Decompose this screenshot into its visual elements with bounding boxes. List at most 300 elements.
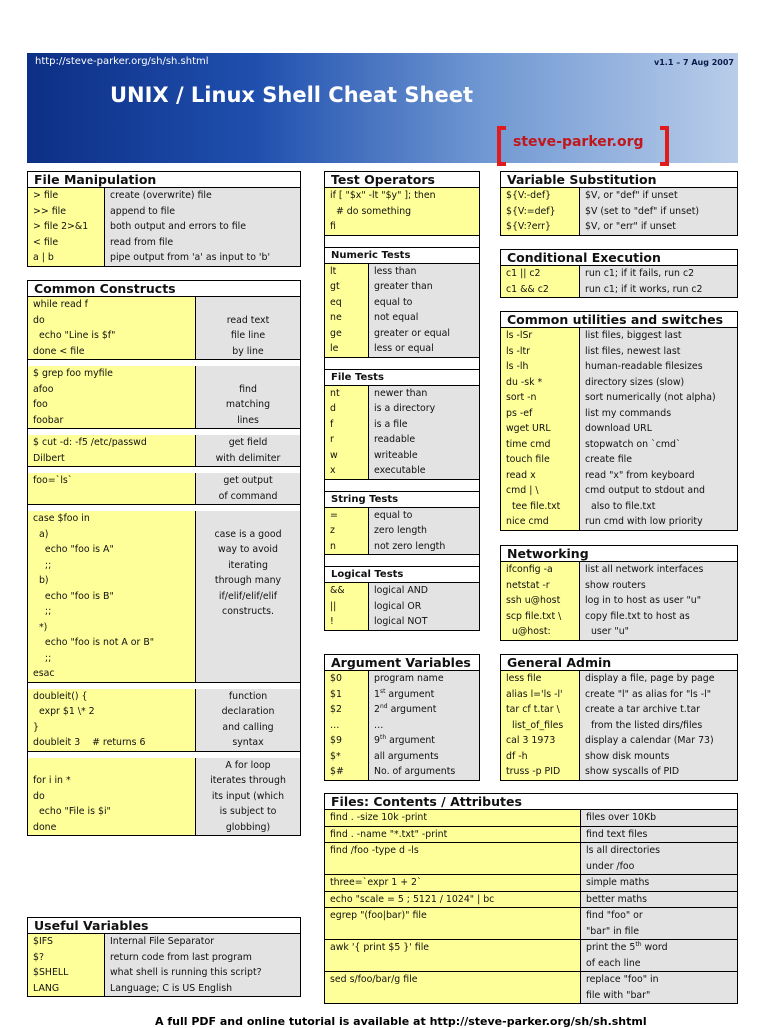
description-text: file line [230,330,266,341]
description-column [369,264,479,357]
command-column [28,366,196,428]
description-text: ls all directories [586,845,661,856]
command-text: awk '{ print $5 }' file [330,942,430,953]
description-column [580,188,737,235]
command-text: || [330,600,337,612]
table-group [27,473,301,505]
table-group [324,972,738,1004]
description-text: copy file.txt to host as [585,610,690,622]
command-column [501,671,580,780]
command-column [28,934,105,996]
command-text: u@host: [506,626,551,637]
command-text: find /foo -type d -ls [330,845,419,856]
description-text: lines [237,414,259,426]
command-text: for i in * [33,775,71,786]
command-text: x [330,465,336,476]
description-text: equal to [374,296,413,308]
command-column [325,188,479,235]
command-column [325,875,581,891]
table-group [324,671,480,781]
command-text: < file [33,236,59,248]
description-text: 1st argument [374,687,435,700]
description-column [580,328,737,530]
table-group [324,386,480,480]
command-text: find . -size 10k -print [330,812,428,823]
description-column [105,188,300,266]
section-file-manipulation [27,171,301,267]
command-text: > file 2>&1 [33,221,89,232]
description-text: find text files [586,828,648,840]
description-text: $V (set to "def" if unset) [585,205,700,217]
description-text: greater or equal [374,327,450,339]
description-text: is a file [374,418,408,430]
subsection-heading: File Tests [324,370,480,386]
description-text: pipe output from 'a' as input to 'b' [110,252,271,263]
command-text: } [33,721,39,733]
section-heading: Variable Substitution [500,171,738,188]
section-heading: General Admin [500,654,738,671]
command-text: ${V:=def} [506,205,556,217]
description-column [581,843,737,874]
command-column [325,386,369,479]
command-text: ssh u@host [506,595,561,606]
description-text: run c1; if it fails, run c2 [585,268,695,279]
section-heading: Files: Contents / Attributes [324,793,738,810]
description-text: simple maths [586,877,650,888]
description-text: globbing) [225,821,271,833]
command-text: … [330,719,340,731]
description-text: read from file [110,236,174,248]
command-text: Dilbert [33,452,65,464]
bracket-left-icon [497,126,506,166]
description-text: Language; C is US English [110,982,233,994]
description-column [196,473,300,504]
command-text: foo=`ls` [33,475,73,486]
command-text: ge [330,327,342,339]
description-text: not zero length [374,540,446,552]
command-text: ! [330,616,334,627]
section-heading: Useful Variables [27,917,301,934]
table-group [500,328,738,531]
command-text: ifconfig -a [506,564,553,575]
description-text: display a file, page by page [585,673,715,684]
table-group [324,188,480,236]
command-text: du -sk * [506,376,543,388]
command-text: while read f [33,299,88,310]
description-text [196,620,300,636]
table-group [324,908,738,940]
description-text: case is a good [214,528,282,540]
description-text: function [228,690,268,702]
description-column [581,892,737,908]
command-text: nice cmd [506,516,549,527]
command-text: echo "foo is B" [33,590,114,602]
description-column [196,511,300,682]
command-text: esac [33,668,55,679]
command-text: n [330,540,336,552]
command-text: netstat -r [506,579,550,591]
description-text: A for loop [225,759,271,771]
description-text: files over 10Kb [586,812,657,823]
command-column [325,671,369,780]
description-text: executable [374,465,426,476]
command-text: echo "scale = 5 ; 5121 / 1024" | bc [330,893,495,905]
description-text [196,366,300,382]
command-text: a) [33,528,49,540]
description-text: No. of arguments [374,766,456,777]
description-text: read text [226,314,270,326]
command-text: fi [330,221,336,232]
command-text: b) [33,575,49,586]
command-text: LANG [33,982,60,994]
section-heading: Argument Variables [324,654,480,671]
section-useful-variables [27,917,301,997]
description-text: return code from last program [110,951,252,963]
command-text: df -h [506,750,528,762]
command-text: done [33,821,57,833]
description-text: constructs. [222,606,274,617]
command-text: cmd | \ [506,485,539,496]
description-text: by line [232,345,264,357]
description-text: less or equal [374,343,434,354]
description-column [196,435,300,466]
command-text: find . -name "*.txt" -print [330,828,448,840]
command-text: read x [506,469,536,481]
description-text: download URL [585,423,652,434]
description-text: list files, newest last [585,345,681,357]
section-test-operators [324,171,480,631]
description-text: its input (which [211,790,285,802]
command-text: ;; [33,606,52,617]
description-text [196,635,300,651]
description-text: under /foo [586,860,635,872]
description-text: 2nd argument [374,702,437,715]
command-text: c1 && c2 [506,283,549,295]
subsection-heading: String Tests [324,492,480,508]
table-group [324,940,738,972]
description-text: is a directory [374,403,436,414]
command-text: three=`expr 1 + 2` [330,877,422,888]
section-heading: File Manipulation [27,171,301,188]
description-column [369,583,479,630]
command-text: c1 || c2 [506,268,541,279]
description-column [581,940,737,971]
table-group [500,562,738,641]
description-text: get field [228,437,268,448]
description-text: list my commands [585,407,672,419]
header-banner [27,53,738,163]
description-text: run c1; if it works, run c2 [585,283,703,295]
command-text: $# [330,766,344,777]
spacer-row [324,358,480,370]
description-text: program name [374,673,444,684]
command-column [325,940,581,971]
command-text: sort -n [506,392,537,403]
command-column [325,892,581,908]
description-column [196,758,300,836]
command-text: $IFS [33,936,53,947]
command-text: do [33,314,45,326]
description-text: sort numerically (not alpha) [585,392,716,403]
command-column [28,297,196,359]
description-text: stopwatch on `cmd` [585,438,681,450]
command-text: touch file [506,454,550,465]
command-column [325,843,581,874]
description-text: syntax [232,737,264,748]
section-general-admin [500,654,738,781]
bracket-right-icon [660,126,669,166]
description-text: less than [374,265,417,277]
description-text: writeable [374,449,418,461]
command-text: = [330,509,338,521]
command-text: $9 [330,735,342,746]
command-text: r [330,434,334,445]
command-text: sed s/foo/bar/g file [330,974,418,985]
command-text: ls -ltr [506,345,530,357]
description-text: append to file [110,205,175,217]
description-text: create (overwrite) file [110,190,212,201]
command-text: doubleit 3 # returns 6 [33,737,146,748]
spacer-row [324,236,480,248]
command-text: w [330,449,338,461]
description-text: zero length [374,525,427,536]
description-text: show routers [585,579,646,591]
description-text: directory sizes (slow) [585,376,685,388]
table-group [27,511,301,683]
command-text: foobar [33,414,64,426]
command-text: ls -lh [506,361,529,372]
description-text: 9th argument [374,733,435,746]
table-group [27,297,301,360]
section-heading: Networking [500,545,738,562]
description-column [581,908,737,939]
section-networking [500,545,738,641]
section-common-constructs [27,280,301,836]
command-text: cal 3 1973 [506,735,556,746]
description-text: if/elif/elif/elif [218,590,278,602]
description-column [580,562,737,640]
table-group [27,934,301,997]
description-column [580,671,737,780]
command-column [325,508,369,555]
description-text: with delimiter [215,452,281,464]
description-column [369,508,479,555]
table-group [324,508,480,556]
command-text: doubleit() { [33,690,88,702]
command-text: ps -ef [506,407,533,419]
table-group [324,264,480,358]
header-url[interactable]: http://steve-parker.org/sh/sh.shtml [35,56,209,67]
command-column [28,473,196,504]
brand-text: steve-parker.org [513,134,644,150]
description-column [369,671,479,780]
section-argument-variables [324,654,480,781]
section-common-utilities [500,311,738,531]
command-text: tee file.txt [506,500,561,512]
description-text: read "x" from keyboard [585,469,695,481]
command-text: $* [330,750,341,762]
description-text: newer than [374,387,428,399]
command-column [325,810,581,826]
description-text: is subject to [219,806,277,817]
command-text [28,489,195,505]
description-column [581,875,737,891]
command-text: > file [33,190,59,201]
command-text: ;; [33,652,52,664]
section-conditional-execution [500,249,738,298]
command-text: do [33,790,45,802]
table-group [324,583,480,631]
command-text: afoo [33,383,54,395]
description-text: matching [225,399,271,410]
command-column [501,188,580,235]
description-column [196,366,300,428]
description-text: create "l" as alias for "ls -l" [585,688,712,700]
description-text: cmd output to stdout and [585,485,705,496]
command-text: && [330,585,345,596]
description-column [581,972,737,1003]
description-text: logical OR [374,600,422,612]
description-text [196,666,300,682]
command-text: $? [33,951,44,963]
command-text [325,988,580,1004]
subsection-heading: Logical Tests [324,567,480,583]
description-text: equal to [374,509,413,521]
command-text: $0 [330,673,342,684]
command-column [501,266,580,297]
description-text: print the 5th word [586,940,668,953]
command-text: less file [506,673,542,684]
command-text: $2 [330,704,342,715]
description-column [369,386,479,479]
command-text: ls -lSr [506,330,533,341]
command-text: f [330,418,334,430]
description-text: not equal [374,312,419,323]
description-text: logical NOT [374,616,428,627]
description-text: iterates through [210,775,286,786]
table-group [500,188,738,236]
description-column [105,934,300,996]
command-text: $SHELL [33,967,69,978]
table-group [500,671,738,781]
command-text: lt [330,265,337,277]
command-text [28,758,195,774]
command-column [28,511,196,682]
command-text: $1 [330,688,342,700]
command-text: le [330,343,339,354]
description-text [196,651,300,667]
description-text [196,297,300,313]
command-column [501,328,580,530]
description-column [196,297,300,359]
command-column [325,908,581,939]
spacer-row [324,555,480,567]
description-text: way to avoid [218,544,278,555]
footer-note: A full PDF and online tutorial is available at http://steve-parker.org/sh/sh.shtml [155,1015,647,1028]
command-text [325,956,580,972]
section-variable-substitution [500,171,738,236]
section-heading: Common Constructs [27,280,301,297]
description-column [581,810,737,826]
description-text: replace "foo" in [586,974,659,985]
subsection-heading: Numeric Tests [324,248,480,264]
description-text: find [239,383,257,395]
command-text: truss -p PID [506,766,561,777]
command-column [28,689,196,751]
command-text: # do something [330,205,412,217]
command-text: done < file [33,345,85,357]
description-text [196,511,300,527]
command-text: echo "Line is $f" [33,330,116,341]
section-heading: Common utilities and switches [500,311,738,328]
description-text: show disk mounts [585,750,670,762]
description-text: and calling [222,721,274,733]
description-text: through many [214,575,282,586]
command-column [325,827,581,843]
brand-logo [497,126,669,160]
command-text: time cmd [506,438,551,450]
table-group [27,758,301,837]
description-text: find "foo" or [586,910,643,921]
table-group [324,810,738,827]
description-text: $V, or "err" if unset [585,221,676,232]
description-text: readable [374,434,416,445]
description-text: declaration [221,706,275,717]
command-column [28,435,196,466]
command-column [325,583,369,630]
command-text: tar cf t.tar \ [506,704,560,715]
description-text: both output and errors to file [110,221,247,232]
description-text: user "u" [585,626,629,637]
command-text: $ cut -d: -f5 /etc/passwd [33,437,147,448]
command-text: a | b [33,252,54,263]
command-text: list_of_files [506,719,564,731]
command-text: $ grep foo myfile [33,368,113,379]
table-group [27,689,301,752]
table-group [324,827,738,844]
command-text: echo "foo is A" [33,544,114,555]
description-text: log in to host as user "u" [585,595,702,606]
description-text: list files, biggest last [585,330,682,341]
description-column [580,266,737,297]
command-text: nt [330,387,340,399]
description-text: greater than [374,281,433,292]
command-text: alias l='ls -l' [506,688,563,700]
description-text: get output [223,475,273,486]
command-text: ;; [33,559,52,571]
table-group [27,188,301,267]
spacer-row [324,480,480,492]
section-heading: Test Operators [324,171,480,188]
description-text: of command [218,490,278,502]
command-text: case $foo in [33,513,90,524]
command-column [325,264,369,357]
description-text: also to file.txt [585,500,656,512]
description-text: all arguments [374,750,439,762]
description-text: display a calendar (Mar 73) [585,735,714,746]
command-column [325,972,581,1003]
description-text: what shell is running this script? [110,967,262,978]
command-text: ne [330,312,342,323]
description-text: from the listed dirs/files [585,719,703,731]
command-text: ${V:?err} [506,221,551,232]
description-text: show syscalls of PID [585,766,680,777]
table-group [27,366,301,429]
description-text: human-readable filesizes [585,361,703,372]
description-text: file with "bar" [586,989,651,1001]
command-text: eq [330,296,342,308]
command-text: wget URL [506,423,551,434]
